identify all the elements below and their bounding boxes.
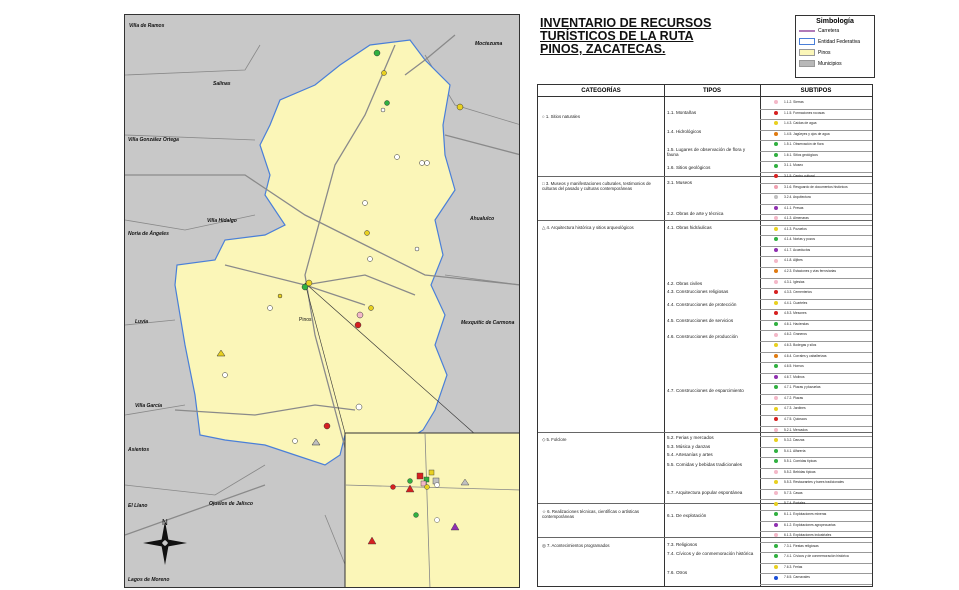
category-item: ○ 1. Sitios naturales	[542, 114, 580, 119]
subtipo-item	[762, 543, 872, 549]
subtipo-label: 6.1.2. Explotaciones agropecuarias	[784, 522, 836, 527]
subtipo-marker-icon	[774, 396, 778, 400]
subtipo-marker-icon	[774, 576, 778, 580]
north-arrow	[143, 521, 187, 565]
subtipo-marker-icon	[774, 311, 778, 315]
subtipo-label: 4.6.7. Molinos	[784, 374, 805, 379]
subtipo-item	[762, 522, 872, 528]
subtipo-item	[762, 353, 872, 359]
legend-item	[796, 58, 874, 69]
subtipo-label: 5.7.3. Casas	[784, 490, 803, 495]
subtipo-marker-icon	[774, 227, 778, 231]
subtipo-marker-icon	[774, 153, 778, 157]
subtipo-item	[762, 574, 872, 580]
subtipo-marker-icon	[774, 343, 778, 347]
legend-title: Simbología	[816, 18, 854, 25]
subtipo-item	[762, 205, 872, 211]
subtipo-item	[762, 321, 872, 327]
tipo-item: 4.5. Construcciones de servicios	[667, 318, 734, 323]
subtipo-marker-icon	[774, 512, 778, 516]
subtipo-label: 7.4.1. Cívicos y de conmemoración histórica	[784, 554, 849, 559]
subtipo-item	[762, 268, 872, 274]
subtipo-label: 4.5.3. Mesones	[784, 311, 807, 316]
subtipo-label: 4.1.1. Presas	[784, 205, 804, 210]
subtipo-label: 6.1.1. Explotaciones mineras	[784, 512, 827, 517]
subtipo-label: 4.3.1. Iglesias	[784, 279, 805, 284]
legend-label: Pinos	[818, 49, 831, 56]
tipo-item: 1.1. Montañas	[667, 110, 697, 115]
subtipo-item	[762, 448, 872, 454]
map-label: Lagos de Moreno	[128, 577, 170, 583]
map-label: Villa Hidalgo	[207, 218, 237, 224]
tipo-item: 7.6. Otros	[667, 570, 688, 575]
subtipo-item	[762, 479, 872, 485]
subtipo-marker-icon	[774, 237, 778, 241]
subtipo-item	[762, 279, 872, 285]
subtipo-label: 3.1.6. Resguardo de documentos históricos	[784, 184, 848, 189]
map-label: Asientos	[128, 447, 150, 453]
subtipo-item	[762, 247, 872, 253]
subtipo-item	[762, 342, 872, 348]
subtipo-marker-icon	[774, 121, 778, 125]
subtipo-label: 5.7.4. Portales	[784, 501, 806, 506]
subtipo-item	[762, 236, 872, 242]
map-label: El Llano	[128, 503, 148, 509]
header-categorias: CATEGORÍAS	[538, 85, 664, 97]
map-label: Ahualulco	[470, 216, 495, 222]
subtipo-item	[762, 152, 872, 158]
map-label-pinos: Pinos	[299, 317, 312, 323]
subtipo-marker-icon	[774, 417, 778, 421]
map-label: Moctezuma	[475, 41, 503, 47]
map-label: Villa de Ramos	[129, 23, 165, 29]
subtipo-label: 4.1.4. Norias y pozos	[784, 237, 815, 242]
map-label: Noria de Ángeles	[128, 231, 169, 237]
subtipo-label: 5.2.1. Mercados	[784, 427, 808, 432]
title-line: INVENTARIO DE RECURSOS	[540, 16, 712, 30]
subtipo-marker-icon	[774, 111, 778, 115]
subtipo-marker-icon	[774, 480, 778, 484]
subtipo-item	[762, 289, 872, 295]
legend-label: Carretera	[818, 27, 840, 34]
tipo-item: 5.2. Ferias y mercados	[667, 435, 714, 440]
subtipo-label: 1.5.1. Observación de flora	[784, 142, 824, 147]
tipo-item: 7.4. Cívicos y de conmemoración histórica	[667, 551, 754, 556]
legend-label: Municipios	[818, 60, 842, 67]
subtipo-label: 4.1.3. Pozuelos	[784, 226, 807, 231]
subtipo-marker-icon	[774, 206, 778, 210]
subtipo-marker-icon	[774, 333, 778, 337]
subtipo-item	[762, 162, 872, 168]
tipo-item: 4.6. Construcciones de producción	[667, 334, 738, 339]
category-item: ◇ 5. Folclore	[542, 437, 567, 442]
pinos-polygon	[175, 40, 455, 465]
tipo-item: 5.3. Música y danzas	[667, 444, 711, 449]
subtipo-label: 5.3.2. Danzas	[784, 438, 805, 443]
subtipo-label: 4.7.5. Quioscos	[784, 416, 807, 421]
map-label: Ojuelos de Jalisco	[209, 501, 253, 507]
subtipo-marker-icon	[774, 565, 778, 569]
subtipo-marker-icon	[774, 385, 778, 389]
tipo-item: 4.2. Obras civiles	[667, 281, 703, 286]
subtipo-item	[762, 437, 872, 443]
subtipo-marker-icon	[774, 449, 778, 453]
map-label: Villa González Ortega	[128, 137, 179, 143]
subtipo-marker-icon	[774, 216, 778, 220]
subtipo-item	[762, 405, 872, 411]
subtipo-marker-icon	[774, 290, 778, 294]
title-line: TURÍSTICOS DE LA RUTA	[540, 29, 694, 43]
subtipo-label: 4.7.1. Plazas y plazuelas	[784, 385, 821, 390]
subtipo-marker-icon	[774, 354, 778, 358]
header-tipos: TIPOS	[664, 85, 760, 97]
subtipo-item	[762, 384, 872, 390]
subtipo-label: 4.6.1. Haciendas	[784, 321, 809, 326]
title-line: PINOS, ZACATECAS.	[540, 42, 666, 56]
subtipo-item	[762, 215, 872, 221]
map-label: Villa García	[135, 403, 163, 409]
subtipo-item	[762, 363, 872, 369]
subtipo-marker-icon	[774, 438, 778, 442]
subtipo-label: 4.4.1. Cuarteles	[784, 300, 808, 305]
subtipo-label: 4.1.8. Aljibes	[784, 258, 803, 263]
subtipo-marker-icon	[774, 142, 778, 146]
tipo-item: 4.7. Construcciones de esparcimiento	[667, 388, 744, 393]
subtipo-marker-icon	[774, 523, 778, 527]
subtipo-item	[762, 427, 872, 433]
subtipo-label: 5.4.1. Alfarería	[784, 448, 806, 453]
map-canvas	[125, 15, 520, 588]
tipo-item: 4.4. Construcciones de protección	[667, 302, 737, 307]
subtipo-marker-icon	[774, 375, 778, 379]
subtipo-label: 1.1.5. Formaciones rocosas	[784, 110, 825, 115]
subtipo-item	[762, 564, 872, 570]
tipo-item: 3.1. Museos	[667, 180, 693, 185]
subtipo-marker-icon	[774, 470, 778, 474]
subtipo-item	[762, 416, 872, 422]
subtipo-item	[762, 395, 872, 401]
tipo-item: 5.4. Artesanías y artes	[667, 452, 713, 457]
tipo-item: 1.4. Hidrológicos	[667, 129, 702, 134]
subtipo-marker-icon	[774, 301, 778, 305]
tipo-item: 1.6. Sitios geológicos	[667, 165, 711, 170]
header-subtipos: SUBTIPOS	[760, 85, 872, 97]
subtipo-label: 1.1.2. Sierras	[784, 100, 804, 104]
subtipo-marker-icon	[774, 164, 778, 168]
subtipo-label: 4.1.3. Almenaras	[784, 216, 809, 221]
classification-table	[537, 84, 873, 587]
subtipo-label: 5.5.3. Restaurantes y bares tradicionales	[784, 480, 844, 485]
subtipo-label: 3.2.4. Arquitectura	[784, 195, 811, 200]
subtipo-item	[762, 131, 872, 137]
subtipo-label: 4.6.2. Graneros	[784, 332, 807, 337]
subtipo-item	[762, 331, 872, 337]
subtipo-label: 5.5.2. Bebidas típicas	[784, 469, 816, 474]
legend-label: Entidad Federativa	[818, 38, 860, 45]
subtipo-marker-icon	[774, 544, 778, 548]
subtipo-label: 5.5.1. Comidas típicas	[784, 459, 817, 464]
tipo-item: 5.7. Arquitectura popular espontánea	[667, 490, 743, 495]
map-label: Luvia	[135, 319, 149, 325]
north-label: N	[162, 518, 168, 527]
map-label: Salinas	[213, 81, 231, 87]
subtipo-item	[762, 458, 872, 464]
tipo-item: 5.5. Comidas y bebidas tradicionales	[667, 462, 743, 467]
tipo-item: 6.1. De explotación	[667, 513, 707, 518]
subtipo-marker-icon	[774, 185, 778, 189]
subtipo-marker-icon	[774, 491, 778, 495]
subtipo-item	[762, 374, 872, 380]
subtipo-marker-icon	[774, 280, 778, 284]
legend-box	[795, 15, 875, 78]
subtipo-label: 4.3.3. Cementerios	[784, 290, 812, 295]
subtipo-item	[762, 194, 872, 200]
tipo-item: 4.1. Obras hidráulicas	[667, 225, 712, 230]
tipo-item: 7.3. Religiosos	[667, 542, 698, 547]
map-title	[540, 17, 780, 56]
tipo-item: 4.3. Construcciones religiosas	[667, 289, 729, 294]
subtipo-label: 4.6.3. Bodegas y silos	[784, 343, 817, 347]
subtipo-marker-icon	[774, 554, 778, 558]
subtipo-item	[762, 310, 872, 316]
subtipo-marker-icon	[774, 428, 778, 432]
subtipo-marker-icon	[774, 533, 778, 537]
category-item: ◎ 7. Acontecimientos programados	[542, 543, 610, 548]
subtipo-item	[762, 300, 872, 306]
subtipo-item	[762, 553, 872, 559]
category-item: □ 3. Museos y manifestaciones culturales, testimonios de culturas del pasado y culturas contemporáneas	[542, 181, 651, 191]
subtipo-marker-icon	[774, 132, 778, 136]
subtipo-label: 1.4.5. Jagüeyes y ojos de agua	[784, 131, 830, 136]
subtipo-item	[762, 511, 872, 517]
tipo-item: 1.5. Lugares de observación de flora y fauna	[667, 147, 746, 158]
subtipo-label: 6.1.3. Explotaciones industriales	[784, 533, 832, 538]
subtipo-label: 4.6.4. Corrales y caballerizas	[784, 353, 827, 358]
subtipo-label: 7.6.3. Ferias	[784, 564, 803, 569]
subtipo-marker-icon	[774, 459, 778, 463]
subtipo-item	[762, 226, 872, 232]
subtipo-marker-icon	[774, 407, 778, 411]
subtipo-label: 7.3.1. Fiestas religiosas	[784, 543, 819, 548]
subtipo-item	[762, 120, 872, 126]
category-item: ☆ 6. Realizaciones técnicas, científicas o artísticas contemporáneas	[542, 509, 640, 519]
subtipo-marker-icon	[774, 269, 778, 273]
subtipo-item	[762, 532, 872, 538]
subtipo-label: 4.2.3. Estaciones y vías ferroviarias	[784, 269, 837, 274]
subtipo-item	[762, 184, 872, 190]
subtipo-marker-icon	[774, 174, 778, 178]
subtipo-label: 1.6.1. Sitios geológicos	[784, 152, 818, 157]
subtipo-marker-icon	[774, 364, 778, 368]
subtipo-marker-icon	[774, 248, 778, 252]
subtipo-item	[762, 110, 872, 116]
subtipo-item	[762, 469, 872, 475]
legend-item	[796, 25, 874, 36]
subtipo-item	[762, 500, 872, 506]
subtipo-marker-icon	[774, 195, 778, 199]
subtipo-item	[762, 257, 872, 263]
subtipo-label: 3.1.5. Centro cultural	[784, 173, 815, 178]
subtipo-label: 3.1.1. Museo	[784, 163, 804, 168]
subtipo-label: 4.6.5. Hornos	[784, 364, 804, 369]
subtipo-label: 4.7.2. Plazas	[784, 395, 804, 400]
column-divider	[664, 85, 665, 586]
subtipo-label: 1.4.3. Caídas de agua	[784, 121, 817, 126]
category-item: △ 4. Arquitectura histórica y sitios arqueológicos	[542, 225, 634, 230]
subtipo-item	[762, 99, 872, 105]
subtipo-item	[762, 173, 872, 179]
subtipo-label: 4.7.3. Jardines	[784, 406, 806, 411]
subtipo-item	[762, 141, 872, 147]
subtipo-marker-icon	[774, 502, 778, 506]
map-panel[interactable]	[124, 14, 520, 588]
subtipo-marker-icon	[774, 322, 778, 326]
subtipo-divider	[760, 584, 872, 585]
subtipo-marker-icon	[774, 100, 778, 104]
legend-item	[796, 36, 874, 47]
tipo-item: 3.2. Obras de arte y técnica	[667, 211, 724, 216]
subtipo-marker-icon	[774, 259, 778, 263]
map-label: Mexquitic de Carmona	[461, 320, 515, 326]
legend-item	[796, 47, 874, 58]
subtipo-label: 7.6.5. Carnavales	[784, 575, 810, 580]
subtipo-item	[762, 490, 872, 496]
subtipo-label: 4.1.7. Acueductos	[784, 247, 811, 252]
